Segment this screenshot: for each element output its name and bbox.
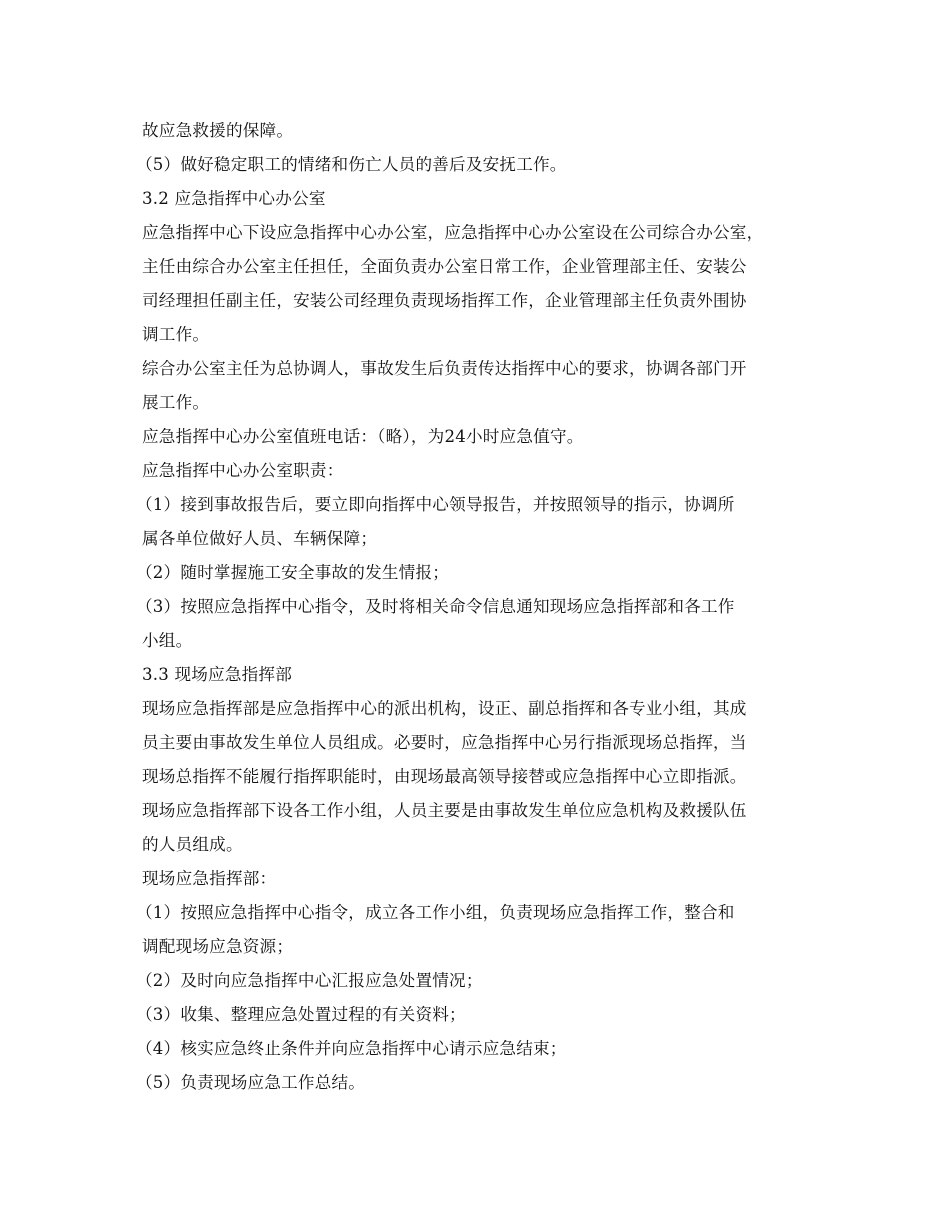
text-line: 综合办公室主任为总协调人，事故发生后负责传达指挥中心的要求，协调各部门开 bbox=[142, 359, 747, 378]
text-line: 现场总指挥不能履行指挥职能时，由现场最高领导接替或应急指挥中心立即指派。 bbox=[142, 767, 747, 786]
list-item: （2）及时向应急指挥中心汇报应急处置情况； bbox=[136, 971, 483, 990]
text-line: 调工作。 bbox=[142, 325, 210, 344]
text-line: 现场应急指挥部： bbox=[142, 869, 277, 888]
list-item: （2）随时掌握施工安全事故的发生情报； bbox=[136, 563, 450, 582]
text-line: 调配现场应急资源； bbox=[142, 937, 294, 956]
text-line: 小组。 bbox=[142, 631, 193, 650]
text-line: 应急指挥中心下设应急指挥中心办公室，应急指挥中心办公室设在公司综合办公室， bbox=[142, 223, 764, 242]
text-line: 员主要由事故发生单位人员组成。必要时，应急指挥中心另行指派现场总指挥，当 bbox=[142, 733, 747, 752]
document-page bbox=[136, 114, 822, 1100]
list-item: （3）按照应急指挥中心指令，及时将相关命令信息通知现场应急指挥部和各工作 bbox=[136, 597, 735, 616]
text-line: 故应急救援的保障。 bbox=[142, 121, 294, 140]
text-line: 司经理担任副主任，安装公司经理负责现场指挥工作，企业管理部主任负责外围协 bbox=[142, 291, 747, 310]
list-item: （5）做好稳定职工的情绪和伤亡人员的善后及安抚工作。 bbox=[136, 155, 567, 174]
section-heading: 3.3 现场应急指挥部 bbox=[142, 665, 293, 684]
list-item: （1）接到事故报告后，要立即向指挥中心领导报告，并按照领导的指示，协调所 bbox=[136, 495, 735, 514]
text-line: 属各单位做好人员、车辆保障； bbox=[142, 529, 378, 548]
text-line: 应急指挥中心办公室值班电话：（略），为24小时应急值守。 bbox=[142, 427, 584, 446]
text-line: 应急指挥中心办公室职责： bbox=[142, 461, 344, 480]
text-line: 现场应急指挥部下设各工作小组，人员主要是由事故发生单位应急机构及救援队伍 bbox=[142, 801, 747, 820]
text-line: 现场应急指挥部是应急指挥中心的派出机构，设正、副总指挥和各专业小组，其成 bbox=[142, 699, 747, 718]
list-item: （4）核实应急终止条件并向应急指挥中心请示应急结束； bbox=[136, 1039, 567, 1058]
list-item: （1）按照应急指挥中心指令，成立各工作小组，负责现场应急指挥工作，整合和 bbox=[136, 903, 735, 922]
list-item: （5）负责现场应急工作总结。 bbox=[136, 1073, 366, 1092]
text-line: 展工作。 bbox=[142, 393, 210, 412]
section-heading: 3.2 应急指挥中心办公室 bbox=[142, 189, 326, 208]
text-line: 主任由综合办公室主任担任，全面负责办公室日常工作，企业管理部主任、安装公 bbox=[142, 257, 747, 276]
list-item: （3）收集、整理应急处置过程的有关资料； bbox=[136, 1005, 466, 1024]
text-line: 的人员组成。 bbox=[142, 835, 243, 854]
